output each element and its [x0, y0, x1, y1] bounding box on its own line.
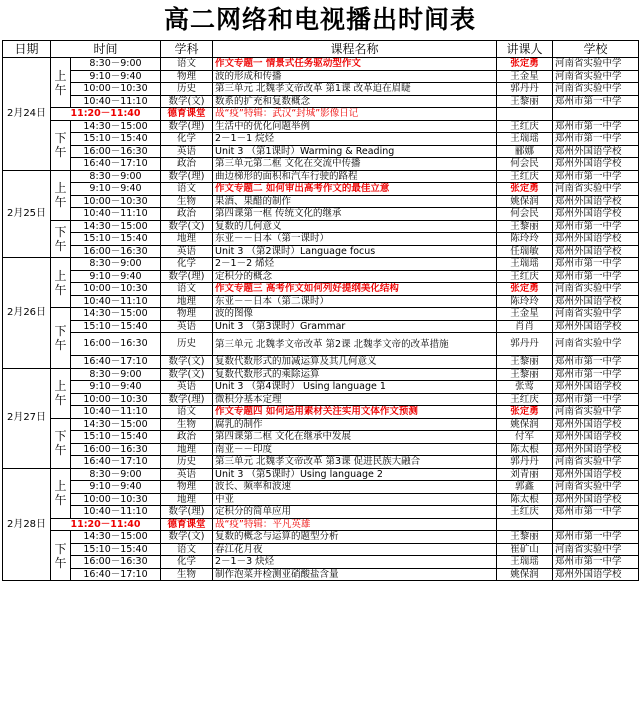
table-row — [3, 208, 639, 221]
subject-cell: 语文 — [161, 543, 213, 556]
header-teacher: 讲课人 — [497, 41, 553, 58]
school-cell: 郑州外国语学校 — [553, 568, 639, 581]
subject-cell: 地理 — [161, 295, 213, 308]
time-cell: 8:30－9:00 — [71, 258, 161, 271]
table-row — [3, 158, 639, 171]
school-cell: 郑州外国语学校 — [553, 443, 639, 456]
teacher-cell: 王黎丽 — [497, 368, 553, 381]
teacher-cell: 郭丹丹 — [497, 83, 553, 96]
time-cell: 10:40－11:10 — [71, 506, 161, 519]
course-cell: 第三单元 北魏孝文帝改革 第2课 北魏孝文帝的改革措施 — [213, 333, 497, 356]
subject-cell: 生物 — [161, 195, 213, 208]
table-row — [3, 58, 639, 71]
table-row — [3, 183, 639, 196]
course-cell: 波长、频率和波速 — [213, 481, 497, 494]
table-row — [3, 406, 639, 419]
course-cell: 2－1－1 烷烃 — [213, 133, 497, 146]
teacher-cell: 何会民 — [497, 208, 553, 221]
afternoon-label: 下午 — [51, 308, 71, 369]
school-cell: 郑州市第一中学 — [553, 356, 639, 369]
course-cell: 作文专题四 如何运用素材关注实用文体作文预测 — [213, 406, 497, 419]
time-cell: 9:10－9:40 — [71, 481, 161, 494]
subject-cell: 语文 — [161, 58, 213, 71]
teacher-cell: 陈玲玲 — [497, 295, 553, 308]
subject-cell: 生物 — [161, 568, 213, 581]
school-cell: 郑州市第一中学 — [553, 133, 639, 146]
teacher-cell: 郭鑫 — [497, 481, 553, 494]
course-cell: 复数代数形式的乘除运算 — [213, 368, 497, 381]
teacher-cell: 王瑞瑶 — [497, 133, 553, 146]
subject-cell: 数学(文) — [161, 95, 213, 108]
subject-cell: 地理 — [161, 493, 213, 506]
school-cell — [553, 518, 639, 531]
school-cell: 郑州市第一中学 — [553, 393, 639, 406]
course-cell: Unit 3 （第3课时）Grammar — [213, 320, 497, 333]
course-cell: 第三单元第二框 文化在交流中传播 — [213, 158, 497, 171]
subject-cell: 生物 — [161, 418, 213, 431]
morning-label: 上午 — [51, 468, 71, 518]
course-cell: 战“疫”特辑：平凡英雄 — [213, 518, 497, 531]
time-cell: 9:10－9:40 — [71, 381, 161, 394]
subject-cell: 地理 — [161, 443, 213, 456]
table-row — [3, 283, 639, 296]
course-cell: 作文专题一 情景式任务驱动型作文 — [213, 58, 497, 71]
teacher-cell: 陈玲玲 — [497, 233, 553, 246]
school-cell: 郑州外国语学校 — [553, 245, 639, 258]
teacher-cell: 何会民 — [497, 158, 553, 171]
time-cell: 16:00－16:30 — [71, 556, 161, 569]
morning-label: 上午 — [51, 368, 71, 418]
teacher-cell: 王金星 — [497, 70, 553, 83]
course-cell: Unit 3 （第1课时）Warming & Reading — [213, 145, 497, 158]
table-row-moral — [3, 108, 639, 121]
course-cell: 战“疫”特辑：武汉“封城”影像日记 — [213, 108, 497, 121]
course-cell: 复数代数形式的加减运算及其几何意义 — [213, 356, 497, 369]
course-cell: 第四课第一框 传统文化的继承 — [213, 208, 497, 221]
course-cell: 定积分的概念 — [213, 270, 497, 283]
time-cell: 14:30－15:00 — [71, 120, 161, 133]
subject-cell: 地理 — [161, 233, 213, 246]
time-cell: 9:10－9:40 — [71, 70, 161, 83]
time-cell: 10:00－10:30 — [71, 393, 161, 406]
table-row — [3, 556, 639, 569]
table-row — [3, 270, 639, 283]
subject-cell: 英语 — [161, 145, 213, 158]
school-cell: 河南省实验中学 — [553, 308, 639, 321]
teacher-cell: 姚保润 — [497, 195, 553, 208]
course-cell: 第三单元 北魏孝文帝改革 第3课 促进民族大融合 — [213, 456, 497, 469]
school-cell: 郑州市第一中学 — [553, 170, 639, 183]
teacher-cell: 王红庆 — [497, 393, 553, 406]
time-cell: 8:30－9:00 — [71, 170, 161, 183]
morning-label: 上午 — [51, 170, 71, 220]
subject-cell: 化学 — [161, 133, 213, 146]
teacher-cell: 王黎丽 — [497, 220, 553, 233]
course-cell: 2－1－3 炔烃 — [213, 556, 497, 569]
school-cell: 郑州外国语学校 — [553, 158, 639, 171]
subject-cell: 语文 — [161, 183, 213, 196]
course-cell: 2－1－2 烯烃 — [213, 258, 497, 271]
teacher-cell: 姚保润 — [497, 418, 553, 431]
time-cell: 14:30－15:00 — [71, 531, 161, 544]
teacher-cell: 郭丹丹 — [497, 456, 553, 469]
time-cell: 11:20－11:40 — [51, 108, 161, 121]
afternoon-label: 下午 — [51, 120, 71, 170]
table-row — [3, 233, 639, 246]
school-cell: 郑州市第一中学 — [553, 506, 639, 519]
course-cell: 第四课第二框 文化在继承中发展 — [213, 431, 497, 444]
course-cell: 数系的扩充和复数概念 — [213, 95, 497, 108]
time-cell: 8:30－9:00 — [71, 58, 161, 71]
teacher-cell: 王瑞瑶 — [497, 556, 553, 569]
school-cell: 郑州市第一中学 — [553, 258, 639, 271]
table-row — [3, 308, 639, 321]
school-cell: 郑州外国语学校 — [553, 320, 639, 333]
schedule-body — [3, 58, 639, 581]
school-cell: 河南省实验中学 — [553, 70, 639, 83]
date-cell: 2月25日 — [3, 170, 51, 258]
course-cell: 中亚 — [213, 493, 497, 506]
subject-cell: 数学(理) — [161, 270, 213, 283]
page-title: 高二网络和电视播出时间表 — [163, 5, 476, 34]
time-cell: 11:20－11:40 — [51, 518, 161, 531]
course-cell: 东亚－－日本（第二课时） — [213, 295, 497, 308]
table-row — [3, 70, 639, 83]
time-cell: 16:40－17:10 — [71, 356, 161, 369]
course-cell: 腐乳的制作 — [213, 418, 497, 431]
teacher-cell: 付军 — [497, 431, 553, 444]
table-row — [3, 368, 639, 381]
table-row — [3, 468, 639, 481]
header-course: 课程名称 — [213, 41, 497, 58]
subject-cell: 英语 — [161, 320, 213, 333]
course-cell: 春江花月夜 — [213, 543, 497, 556]
school-cell: 河南省实验中学 — [553, 83, 639, 96]
time-cell: 10:00－10:30 — [71, 493, 161, 506]
course-cell: 南亚－－印度 — [213, 443, 497, 456]
school-cell: 郑州外国语学校 — [553, 431, 639, 444]
time-cell: 15:10－15:40 — [71, 431, 161, 444]
afternoon-label: 下午 — [51, 220, 71, 258]
course-cell: 东亚－－日本（第一课时） — [213, 233, 497, 246]
time-cell: 15:10－15:40 — [71, 233, 161, 246]
table-row — [3, 481, 639, 494]
time-cell: 10:00－10:30 — [71, 283, 161, 296]
teacher-cell: 张莺 — [497, 381, 553, 394]
subject-cell: 英语 — [161, 468, 213, 481]
time-cell: 16:00－16:30 — [71, 245, 161, 258]
course-cell: 生活中的优化问题举例 — [213, 120, 497, 133]
subject-cell: 物理 — [161, 481, 213, 494]
course-cell: 第三单元 北魏孝文帝改革 第1课 改革迫在眉睫 — [213, 83, 497, 96]
subject-cell: 化学 — [161, 258, 213, 271]
school-cell: 郑州市第一中学 — [553, 556, 639, 569]
date-cell: 2月24日 — [3, 58, 51, 171]
subject-cell: 数学(理) — [161, 120, 213, 133]
time-cell: 15:10－15:40 — [71, 543, 161, 556]
school-cell: 郑州市第一中学 — [553, 220, 639, 233]
header-school: 学校 — [553, 41, 639, 58]
header-date: 日期 — [3, 41, 51, 58]
table-row — [3, 456, 639, 469]
table-row-moral — [3, 518, 639, 531]
table-row — [3, 381, 639, 394]
time-cell: 15:10－15:40 — [71, 133, 161, 146]
school-cell: 郑州外国语学校 — [553, 195, 639, 208]
school-cell: 郑州外国语学校 — [553, 493, 639, 506]
table-row — [3, 220, 639, 233]
time-cell: 16:00－16:30 — [71, 443, 161, 456]
time-cell: 16:00－16:30 — [71, 145, 161, 158]
time-cell: 8:30－9:00 — [71, 468, 161, 481]
teacher-cell: 郭丹丹 — [497, 333, 553, 356]
course-cell: Unit 3 （第4课时） Using language 1 — [213, 381, 497, 394]
time-cell: 10:40－11:10 — [71, 295, 161, 308]
date-cell: 2月28日 — [3, 468, 51, 581]
course-cell: Unit 3 （第2课时）Language focus — [213, 245, 497, 258]
time-cell: 16:40－17:10 — [71, 568, 161, 581]
subject-cell: 政治 — [161, 158, 213, 171]
course-cell: 复数的几何意义 — [213, 220, 497, 233]
school-cell: 河南省实验中学 — [553, 183, 639, 196]
table-row — [3, 295, 639, 308]
course-cell: 果酒、果醋的制作 — [213, 195, 497, 208]
school-cell: 郑州外国语学校 — [553, 295, 639, 308]
teacher-cell: 陈太根 — [497, 493, 553, 506]
teacher-cell: 王金星 — [497, 308, 553, 321]
course-cell: 曲边梯形的面积和汽车行驶的路程 — [213, 170, 497, 183]
table-row — [3, 133, 639, 146]
teacher-cell: 王黎丽 — [497, 531, 553, 544]
teacher-cell: 张定勇 — [497, 58, 553, 71]
subject-cell: 化学 — [161, 556, 213, 569]
subject-cell: 数学(理) — [161, 170, 213, 183]
course-cell: 波的形成和传播 — [213, 70, 497, 83]
subject-cell: 历史 — [161, 456, 213, 469]
course-cell: 微积分基本定理 — [213, 393, 497, 406]
table-row — [3, 145, 639, 158]
subject-cell: 数学(理) — [161, 506, 213, 519]
table-row — [3, 95, 639, 108]
subject-cell: 物理 — [161, 308, 213, 321]
table-row — [3, 531, 639, 544]
teacher-cell — [497, 518, 553, 531]
table-row — [3, 443, 639, 456]
teacher-cell: 张定勇 — [497, 406, 553, 419]
teacher-cell: 肖肖 — [497, 320, 553, 333]
course-cell: 定积分的简单应用 — [213, 506, 497, 519]
table-row — [3, 418, 639, 431]
table-row — [3, 120, 639, 133]
subject-cell: 数学(文) — [161, 368, 213, 381]
header-subject: 学科 — [161, 41, 213, 58]
date-cell: 2月27日 — [3, 368, 51, 468]
school-cell: 郑州外国语学校 — [553, 233, 639, 246]
teacher-cell: 崔矿山 — [497, 543, 553, 556]
subject-cell: 历史 — [161, 333, 213, 356]
time-cell: 16:40－17:10 — [71, 456, 161, 469]
school-cell: 郑州外国语学校 — [553, 145, 639, 158]
teacher-cell: 王红庆 — [497, 120, 553, 133]
table-row — [3, 493, 639, 506]
school-cell: 河南省实验中学 — [553, 543, 639, 556]
afternoon-label: 下午 — [51, 531, 71, 581]
subject-cell: 英语 — [161, 381, 213, 394]
table-row — [3, 506, 639, 519]
table-row — [3, 320, 639, 333]
header-row — [3, 41, 639, 58]
course-cell: 复数的概念与运算的题型分析 — [213, 531, 497, 544]
time-cell: 10:00－10:30 — [71, 195, 161, 208]
table-row — [3, 170, 639, 183]
time-cell: 14:30－15:00 — [71, 220, 161, 233]
subject-cell: 英语 — [161, 245, 213, 258]
time-cell: 8:30－9:00 — [71, 368, 161, 381]
table-row — [3, 258, 639, 271]
school-cell: 河南省实验中学 — [553, 481, 639, 494]
course-cell: 制作泡菜并检测亚硝酸盐含量 — [213, 568, 497, 581]
school-cell: 郑州外国语学校 — [553, 208, 639, 221]
teacher-cell: 陈太根 — [497, 443, 553, 456]
teacher-cell: 王红庆 — [497, 506, 553, 519]
teacher-cell: 王红庆 — [497, 170, 553, 183]
teacher-cell: 刘青丽 — [497, 468, 553, 481]
school-cell — [553, 108, 639, 121]
subject-cell: 政治 — [161, 208, 213, 221]
subject-cell: 德育课堂 — [161, 518, 213, 531]
school-cell: 郑州外国语学校 — [553, 418, 639, 431]
school-cell: 河南省实验中学 — [553, 58, 639, 71]
time-cell: 9:10－9:40 — [71, 183, 161, 196]
morning-label: 上午 — [51, 58, 71, 108]
teacher-cell: 张定勇 — [497, 183, 553, 196]
teacher-cell: 张定勇 — [497, 283, 553, 296]
teacher-cell: 郦娜 — [497, 145, 553, 158]
table-row — [3, 393, 639, 406]
subject-cell: 数学(文) — [161, 531, 213, 544]
school-cell: 河南省实验中学 — [553, 283, 639, 296]
time-cell: 10:40－11:10 — [71, 95, 161, 108]
time-cell: 14:30－15:00 — [71, 418, 161, 431]
course-cell: Unit 3 （第5课时）Using language 2 — [213, 468, 497, 481]
course-cell: 波的图像 — [213, 308, 497, 321]
subject-cell: 数学(文) — [161, 220, 213, 233]
afternoon-label: 下午 — [51, 418, 71, 468]
school-cell: 郑州外国语学校 — [553, 381, 639, 394]
table-row — [3, 333, 639, 356]
teacher-cell: 王黎丽 — [497, 95, 553, 108]
table-row — [3, 195, 639, 208]
subject-cell: 语文 — [161, 406, 213, 419]
subject-cell: 语文 — [161, 283, 213, 296]
time-cell: 16:40－17:10 — [71, 158, 161, 171]
school-cell: 郑州市第一中学 — [553, 95, 639, 108]
school-cell: 河南省实验中学 — [553, 333, 639, 356]
time-cell: 14:30－15:00 — [71, 308, 161, 321]
subject-cell: 历史 — [161, 83, 213, 96]
course-cell: 作文专题二 如何审出高考作文的最佳立意 — [213, 183, 497, 196]
time-cell: 10:40－11:10 — [71, 406, 161, 419]
teacher-cell: 王瑞瑶 — [497, 258, 553, 271]
course-cell: 作文专题三 高考作文如何列好提纲美化结构 — [213, 283, 497, 296]
school-cell: 郑州市第一中学 — [553, 531, 639, 544]
subject-cell: 物理 — [161, 70, 213, 83]
subject-cell: 政治 — [161, 431, 213, 444]
teacher-cell: 姚保润 — [497, 568, 553, 581]
school-cell: 郑州市第一中学 — [553, 270, 639, 283]
header-time: 时间 — [51, 41, 161, 58]
time-cell: 10:40－11:10 — [71, 208, 161, 221]
school-cell: 郑州市第一中学 — [553, 368, 639, 381]
teacher-cell: 任瑞敏 — [497, 245, 553, 258]
school-cell: 郑州外国语学校 — [553, 468, 639, 481]
morning-label: 上午 — [51, 258, 71, 308]
school-cell: 郑州市第一中学 — [553, 120, 639, 133]
schedule-table — [2, 40, 639, 581]
date-cell: 2月26日 — [3, 258, 51, 369]
table-row — [3, 83, 639, 96]
table-row — [3, 356, 639, 369]
subject-cell: 数学(理) — [161, 393, 213, 406]
table-row — [3, 431, 639, 444]
table-row — [3, 543, 639, 556]
time-cell: 15:10－15:40 — [71, 320, 161, 333]
teacher-cell — [497, 108, 553, 121]
time-cell: 16:00－16:30 — [71, 333, 161, 356]
time-cell: 9:10－9:40 — [71, 270, 161, 283]
school-cell: 河南省实验中学 — [553, 456, 639, 469]
school-cell: 河南省实验中学 — [553, 406, 639, 419]
subject-cell: 德育课堂 — [161, 108, 213, 121]
table-row — [3, 245, 639, 258]
time-cell: 10:00－10:30 — [71, 83, 161, 96]
subject-cell: 数学(文) — [161, 356, 213, 369]
teacher-cell: 王黎丽 — [497, 356, 553, 369]
table-row — [3, 568, 639, 581]
teacher-cell: 王红庆 — [497, 270, 553, 283]
